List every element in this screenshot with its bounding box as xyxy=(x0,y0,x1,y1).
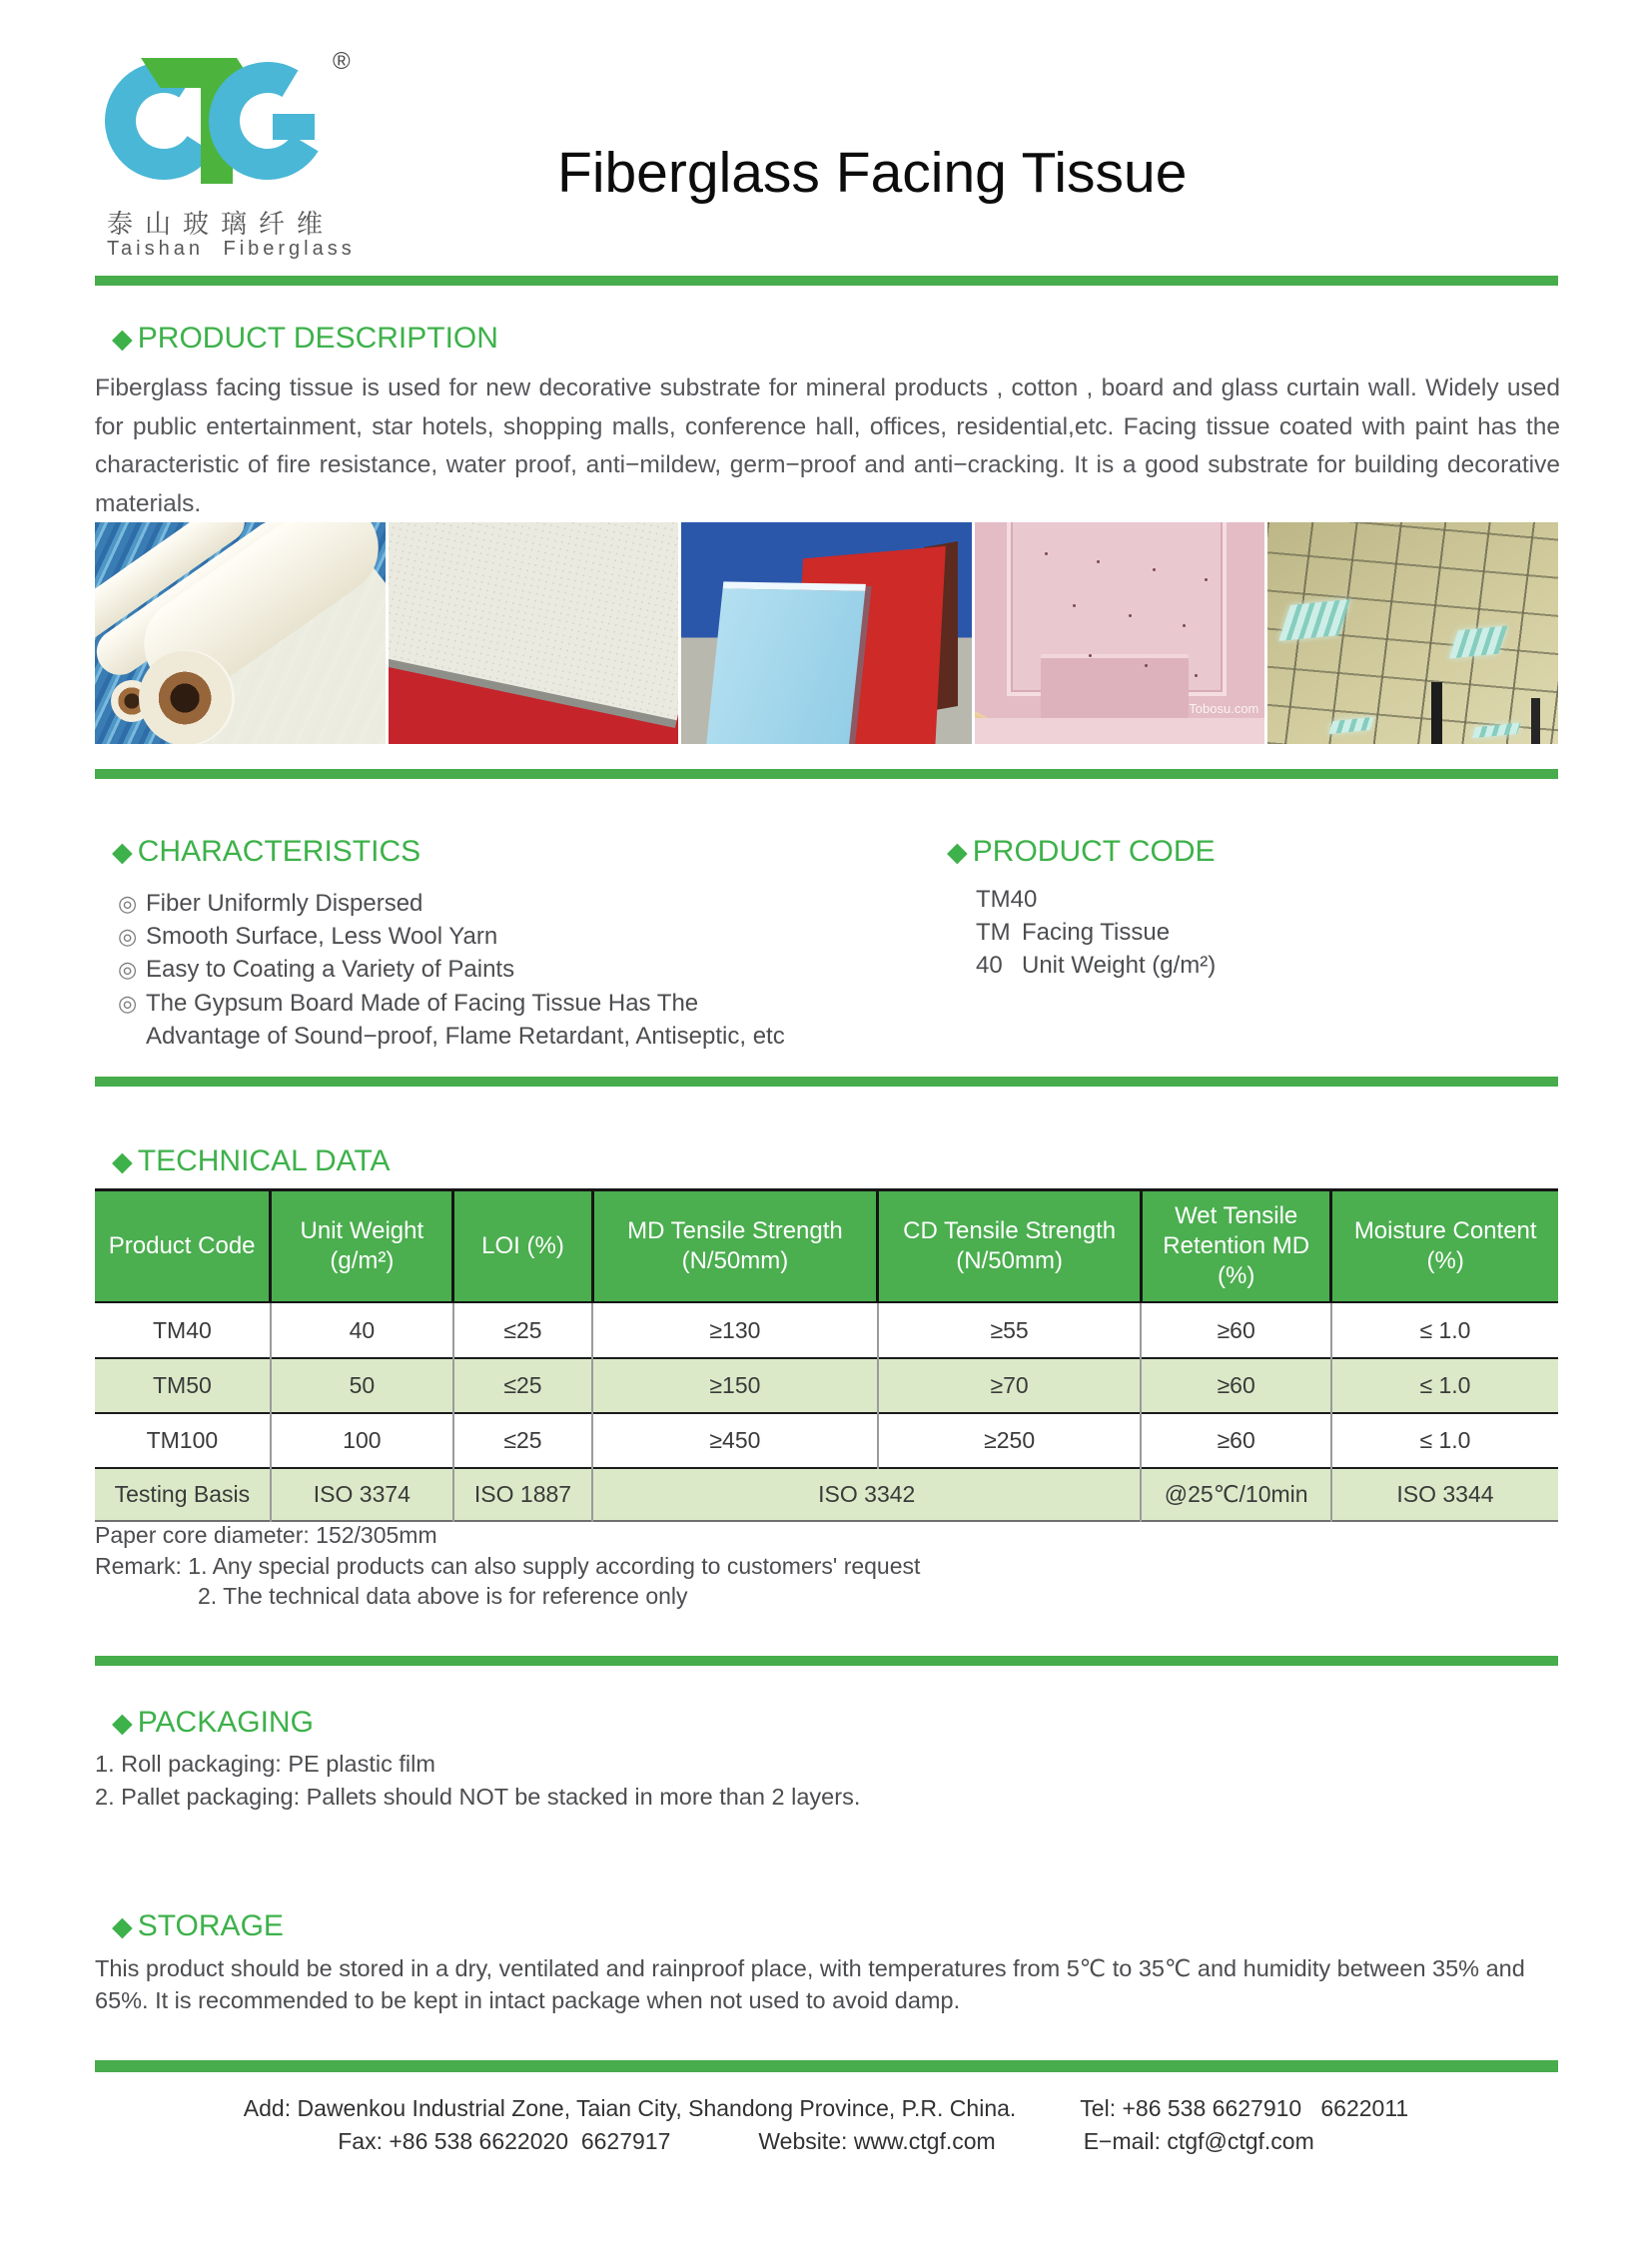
green-divider xyxy=(95,1656,1558,1666)
ring-bullet-icon: ◎ xyxy=(118,924,138,950)
diamond-icon: ◆ xyxy=(112,836,133,867)
table-cell: ≤ 1.0 xyxy=(1331,1302,1558,1358)
storage-body: This product should be stored in a dry, ventilated and rainproof place, with temperatures from 5℃ to 35℃ and humidity between 35% and 65%. It is recommended to be kept in intact package when not used to avoid damp. xyxy=(95,1955,1525,2013)
photo-watermark: Tobosu.com xyxy=(1189,701,1259,716)
table-cell: TM50 xyxy=(95,1358,271,1413)
section-title-storage xyxy=(112,1909,284,1943)
green-divider xyxy=(95,1077,1558,1087)
section-title-product-description xyxy=(112,322,498,356)
section-title-text: CHARACTERISTICS xyxy=(137,835,421,868)
table-row-testing-basis xyxy=(95,1468,1558,1521)
diamond-icon: ◆ xyxy=(112,1707,133,1738)
table-cell: ≤25 xyxy=(453,1358,592,1413)
footer-address: Add: Dawenkou Industrial Zone, Taian City, Shandong Province, P.R. China. xyxy=(243,2095,1017,2121)
table-cell: 50 xyxy=(271,1358,453,1413)
logo-letter-g-bar xyxy=(273,114,315,140)
table-cell: ≤ 1.0 xyxy=(1331,1413,1558,1468)
section-title-product-code xyxy=(947,835,1216,869)
list-item-text: The Gypsum Board Made of Facing Tissue Has The xyxy=(146,989,699,1017)
green-divider xyxy=(95,769,1558,779)
section-title-text: PRODUCT DESCRIPTION xyxy=(137,322,498,355)
wall-strip-shape xyxy=(975,718,1265,744)
table-cell: ≥70 xyxy=(878,1358,1142,1413)
column-header: Moisture Content (%) xyxy=(1331,1190,1558,1303)
table-cell: ISO 1887 xyxy=(453,1468,592,1521)
logo-chinese-name: 泰山玻璃纤维 xyxy=(107,209,336,239)
photo-colored-boards xyxy=(681,522,972,744)
ring-bullet-icon: ◎ xyxy=(118,890,138,916)
table-cell: @25℃/10min xyxy=(1141,1468,1330,1521)
diamond-icon: ◆ xyxy=(947,836,968,867)
table-cell: ≥60 xyxy=(1141,1302,1330,1358)
registered-trademark-symbol: ® xyxy=(333,48,351,75)
legend-meaning: Facing Tissue xyxy=(1022,919,1171,947)
table-row-tm100 xyxy=(95,1413,1558,1468)
table-cell: Testing Basis xyxy=(95,1468,271,1521)
footer-website: Website: www.ctgf.com xyxy=(758,2128,996,2154)
green-divider xyxy=(95,2060,1558,2072)
table-cell: ≤25 xyxy=(453,1413,592,1468)
note-remark-2: 2. The technical data above is for reference only xyxy=(198,1583,688,1609)
photo-fiberglass-rolls xyxy=(95,522,386,744)
legend-code: TM xyxy=(976,919,1011,947)
list-item-text: Advantage of Sound−proof, Flame Retardant, Antiseptic, etc xyxy=(146,1023,785,1051)
footer-line-1 xyxy=(0,2095,1652,2122)
product-code-legend xyxy=(976,883,1216,983)
company-logo xyxy=(105,48,405,263)
table-cell: ≥150 xyxy=(592,1358,878,1413)
table-cell: ≥250 xyxy=(878,1413,1142,1468)
list-item: 1. Roll packaging: PE plastic film xyxy=(95,1751,435,1777)
table-cell: ISO 3342 xyxy=(592,1468,1141,1521)
product-code-example: TM40 xyxy=(976,885,1038,913)
product-photo-strip xyxy=(95,522,1558,744)
section-title-text: STORAGE xyxy=(137,1909,284,1942)
footer-line-2 xyxy=(0,2128,1652,2155)
diamond-icon: ◆ xyxy=(112,323,133,354)
table-cell: ≤ 1.0 xyxy=(1331,1358,1558,1413)
table-cell: ≥55 xyxy=(878,1302,1142,1358)
document-title: Fiberglass Facing Tissue xyxy=(557,141,1188,205)
list-item xyxy=(118,954,785,987)
column-header: Wet Tensile Retention MD (%) xyxy=(1141,1190,1330,1303)
list-item-text: Easy to Coating a Variety of Paints xyxy=(146,956,515,984)
note-remark-1: Remark: 1. Any special products can also supply according to customers' request xyxy=(95,1552,921,1579)
logo-english-name: Taishan Fiberglass xyxy=(107,238,356,260)
footer-fax: Fax: +86 538 6622020 6627917 xyxy=(338,2128,671,2154)
table-cell: ISO 3374 xyxy=(271,1468,453,1521)
section-title-characteristics xyxy=(112,835,420,869)
list-item-text: Fiber Uniformly Dispersed xyxy=(146,889,423,917)
table-row-tm50 xyxy=(95,1358,1558,1413)
ring-bullet-icon: ◎ xyxy=(118,990,138,1016)
legend-code: 40 xyxy=(976,952,1003,980)
table-cell: 100 xyxy=(271,1413,453,1468)
section-title-text: PACKAGING xyxy=(137,1706,314,1739)
table-cell: ≥60 xyxy=(1141,1358,1330,1413)
column-header: Unit Weight (g/m²) xyxy=(271,1190,453,1303)
ring-bullet-icon: ◎ xyxy=(118,957,138,983)
table-cell: ISO 3344 xyxy=(1331,1468,1558,1521)
board-shape xyxy=(389,522,679,720)
note-paper-core: Paper core diameter: 152/305mm xyxy=(95,1522,437,1548)
list-item xyxy=(118,887,785,920)
footer-tel: Tel: +86 538 6627910 6622011 xyxy=(1080,2095,1409,2121)
characteristics-list xyxy=(118,887,785,1054)
table-cell: TM100 xyxy=(95,1413,271,1468)
post-shape xyxy=(1431,682,1442,744)
diamond-icon: ◆ xyxy=(112,1145,133,1176)
list-item: 2. Pallet packaging: Pallets should NOT be stacked in more than 2 layers. xyxy=(95,1784,861,1810)
legend-row xyxy=(976,950,1216,983)
ctg-logo-mark xyxy=(105,48,365,198)
table-header-row xyxy=(95,1190,1558,1303)
table-cell: ≥60 xyxy=(1141,1413,1330,1468)
table-cell: TM40 xyxy=(95,1302,271,1358)
list-item xyxy=(118,987,785,1020)
board-shape xyxy=(698,581,866,744)
column-header: Product Code xyxy=(95,1190,271,1303)
section-title-packaging xyxy=(112,1706,314,1740)
ceiling-recess-shape xyxy=(1041,654,1189,720)
footer-email: E−mail: ctgf@ctgf.com xyxy=(1083,2128,1314,2154)
section-title-text: PRODUCT CODE xyxy=(972,835,1216,868)
screw-dots xyxy=(1045,552,1048,555)
green-divider xyxy=(95,276,1558,286)
table-cell: ≤25 xyxy=(453,1302,592,1358)
section-title-technical-data xyxy=(112,1144,391,1178)
table-cell: 40 xyxy=(271,1302,453,1358)
column-header: CD Tensile Strength (N/50mm) xyxy=(878,1190,1142,1303)
photo-pink-ceiling xyxy=(975,522,1265,744)
table-notes xyxy=(95,1520,920,1612)
packaging-list xyxy=(95,1748,860,1814)
legend-row xyxy=(976,916,1216,949)
list-item-continuation xyxy=(146,1021,785,1054)
product-description-body: Fiberglass facing tissue is used for new decorative substrate for mineral products , cotton , board and glass curtain wall. Widely used for public entertainment, star hotels, shopping malls, conference hall, offices, residential,etc. Facing tissue coated with paint has the characteristic of fire resistance, water proof, anti−mildew, germ−proof and anti−cracking. It is a good substrate for building decorative materials. xyxy=(95,374,1560,517)
column-header: LOI (%) xyxy=(453,1190,592,1303)
section-title-text: TECHNICAL DATA xyxy=(137,1144,391,1177)
photo-white-board xyxy=(389,522,679,744)
list-item xyxy=(118,920,785,953)
table-cell: ≥130 xyxy=(592,1302,878,1358)
post-shape xyxy=(1531,698,1540,744)
technical-data-table xyxy=(95,1188,1558,1522)
column-header: MD Tensile Strength (N/50mm) xyxy=(592,1190,878,1303)
photo-ceiling-grid xyxy=(1267,522,1558,744)
legend-meaning: Unit Weight (g/m²) xyxy=(1022,952,1217,980)
diamond-icon: ◆ xyxy=(112,1910,133,1941)
table-row-tm40 xyxy=(95,1302,1558,1358)
roll-end-shape xyxy=(139,650,235,744)
list-item-text: Smooth Surface, Less Wool Yarn xyxy=(146,923,498,951)
table-cell: ≥450 xyxy=(592,1413,878,1468)
